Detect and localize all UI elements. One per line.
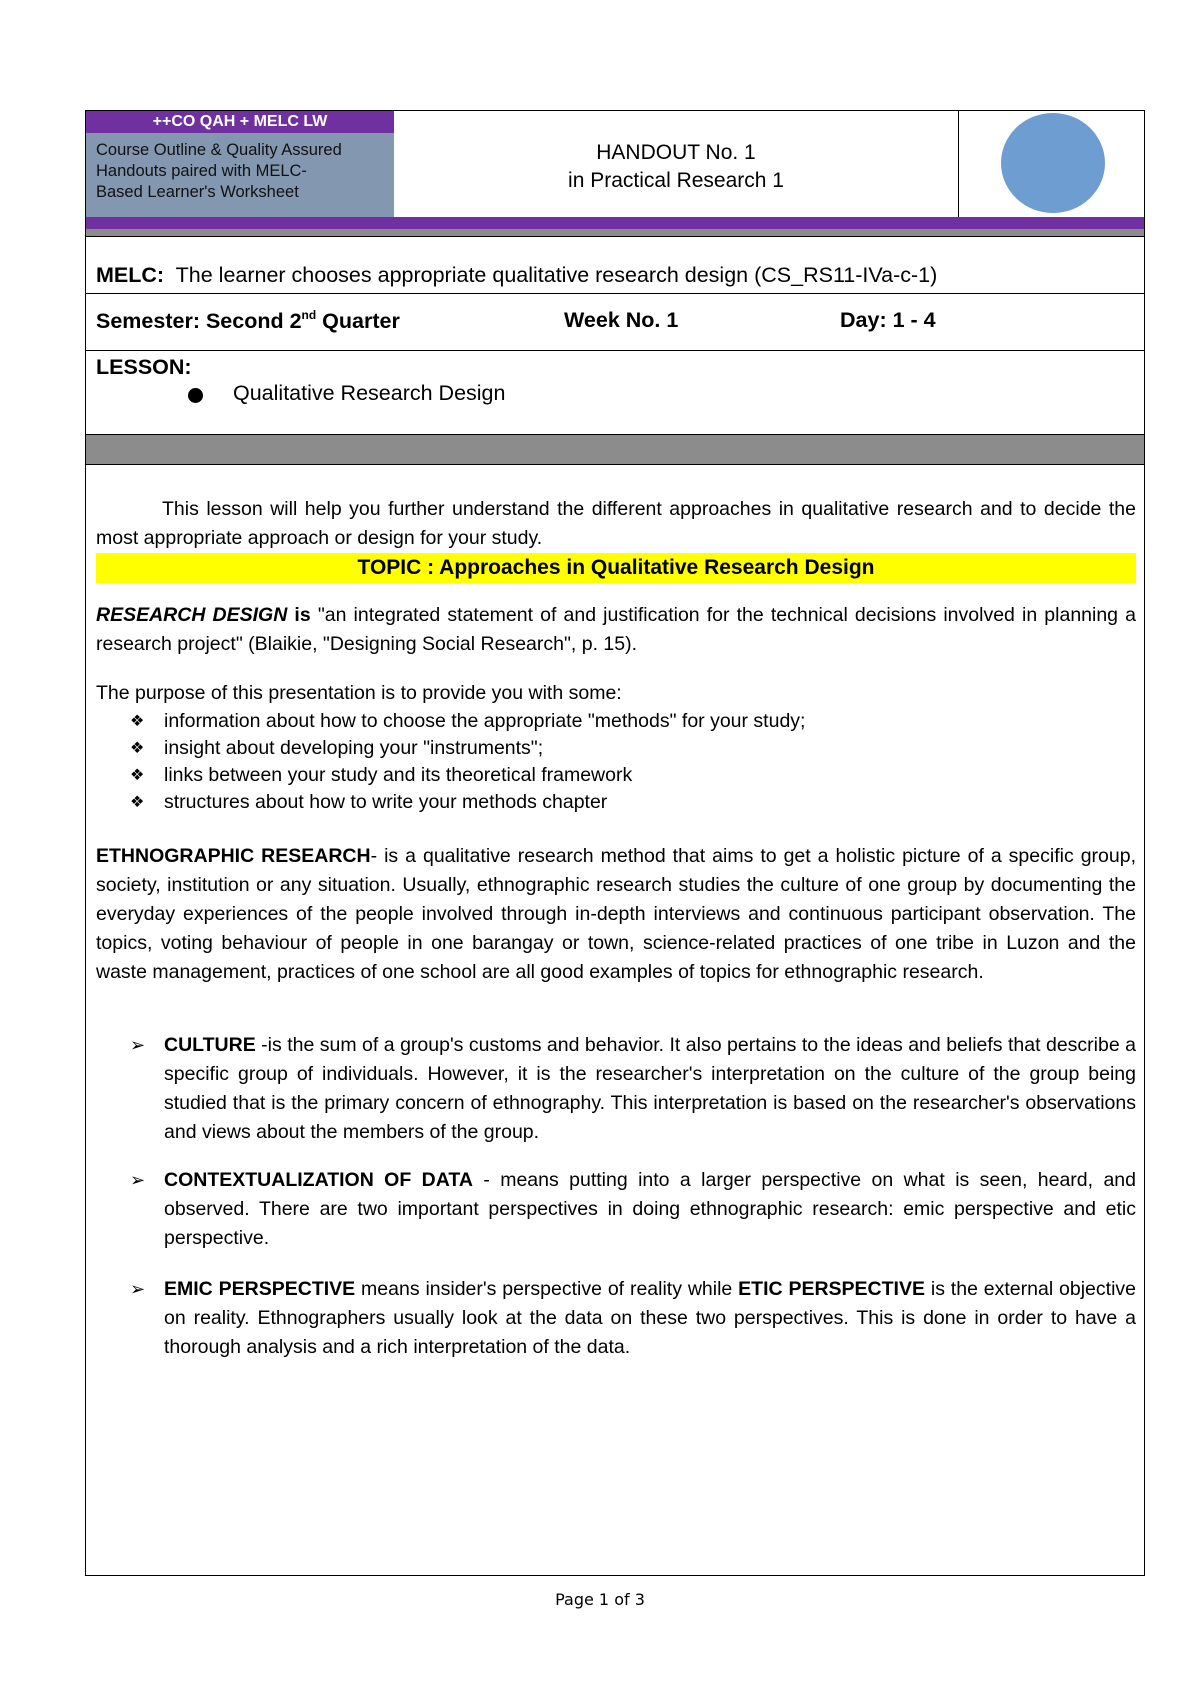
- research-design-term: RESEARCH DESIGN: [96, 604, 288, 626]
- melc-row: [86, 237, 1144, 294]
- topic-heading: TOPIC : Approaches in Qualitative Research Design: [96, 553, 1136, 583]
- course-line-2: Handouts paired with MELC-: [96, 162, 307, 180]
- schedule-row: [86, 294, 1144, 351]
- intro-paragraph: This lesson will help you further understand the different approaches in qualitative research and to decide the most appropriate approach or design for your study.: [96, 498, 1136, 549]
- grey-band: [86, 229, 1144, 237]
- culture-definition: -is the sum of a group's customs and behavior. It also pertains to the ideas and beliefs that describe a specific group of individuals. However, it is the researcher's interpretation on the culture of the group being studied that is the primary concern of ethnography. This interpretation is based on the researcher's observations and views about the members of the group.: [164, 1034, 1136, 1143]
- day-range: Day: 1 - 4: [840, 308, 936, 332]
- diamond-bullet-icon: ❖: [130, 740, 145, 757]
- semester-suffix: Quarter: [316, 309, 400, 333]
- lesson-row: [86, 351, 1144, 435]
- list-item-text: information about how to choose the appropriate "methods" for your study;: [164, 710, 806, 732]
- culture-term: CULTURE: [164, 1034, 256, 1056]
- culture-text: [164, 1031, 1136, 1147]
- course-badge-box: [86, 111, 394, 217]
- purple-band: [86, 217, 1144, 229]
- research-design-text: "an integrated statement of and justification for the technical decisions involved in planning a research project" (Blaikie, "Designing Social Research", p. 15).: [96, 604, 1136, 655]
- logo-circle-icon: [1001, 113, 1105, 213]
- contextualization-definition: - means putting into a larger perspective on what is seen, heard, and observed. There are two important perspectives in doing ethnographic research: emic perspective and etic perspective.: [164, 1169, 1136, 1249]
- list-item-text: structures about how to write your methods chapter: [164, 791, 608, 813]
- week-number: Week No. 1: [564, 308, 679, 332]
- contextualization-text: [164, 1166, 1136, 1253]
- purpose-intro: The purpose of this presentation is to provide you with some:: [96, 682, 622, 704]
- emic-term: EMIC PERSPECTIVE: [164, 1278, 356, 1300]
- course-line-3: Based Learner's Worksheet: [96, 183, 299, 201]
- ethnographic-term: ETHNOGRAPHIC RESEARCH: [96, 845, 371, 867]
- bullet-icon: [188, 388, 203, 403]
- arrow-bullet-icon: ➢: [130, 1035, 146, 1055]
- research-design-is: is: [287, 604, 311, 626]
- etic-definition: is the external objective on reality. Ethnographers usually look at the data on these two perspectives. This is done in order to have a thorough analysis and a rich interpretation of the data.: [164, 1278, 1136, 1358]
- handout-title-line-2: in Practical Research 1: [568, 169, 784, 192]
- semester-label: Semester: Second 2: [96, 309, 302, 333]
- section-divider: [86, 435, 1144, 465]
- emic-definition: means insider's perspective of reality while: [355, 1278, 739, 1300]
- arrow-bullet-icon: ➢: [130, 1170, 146, 1190]
- diamond-bullet-icon: ❖: [130, 767, 145, 784]
- course-badge: ++CO QAH + MELC LW: [86, 111, 394, 133]
- arrow-bullet-icon: ➢: [130, 1279, 146, 1299]
- lesson-label: LESSON:: [96, 355, 192, 379]
- handout-frame: [85, 110, 1145, 1576]
- contextualization-term: CONTEXTUALIZATION OF DATA: [164, 1169, 473, 1191]
- course-line-1: Course Outline & Quality Assured: [96, 141, 342, 159]
- melc-label: MELC:: [96, 263, 165, 287]
- lesson-item: Qualitative Research Design: [233, 381, 506, 405]
- page-number: Page 1 of 3: [555, 1590, 645, 1609]
- handout-header: [86, 111, 1144, 217]
- semester: [96, 308, 400, 334]
- diamond-bullet-icon: ❖: [130, 713, 145, 730]
- logo-box: [959, 111, 1144, 217]
- handout-title-line-1: HANDOUT No. 1: [596, 141, 756, 164]
- course-description: [86, 133, 394, 217]
- list-item-text: insight about developing your "instruments";: [164, 737, 544, 759]
- ethnographic-text: - is a qualitative research method that aims to get a holistic picture of a specific group, society, institution or any situation. Usually, ethnographic research studies the culture of one group by documenting the everyday experiences of the people involved through in-depth interviews and continuous participant observation. The topics, voting behaviour of people in one barangay or town, science-related practices of one tribe in Luzon and the waste management, practices of one school are all good examples of topics for ethnographic research.: [96, 845, 1136, 983]
- melc-text: The learner chooses appropriate qualitative research design (CS_RS11-IVa-c-1): [175, 263, 938, 287]
- semester-sup: nd: [301, 308, 317, 322]
- diamond-bullet-icon: ❖: [130, 794, 145, 811]
- ethnographic-paragraph: [96, 842, 1136, 987]
- emic-etic-text: [164, 1275, 1136, 1362]
- research-design-paragraph: [96, 601, 1136, 659]
- list-item-text: links between your study and its theoretical framework: [164, 764, 633, 786]
- etic-term: ETIC PERSPECTIVE: [738, 1278, 925, 1300]
- handout-title: [394, 111, 959, 217]
